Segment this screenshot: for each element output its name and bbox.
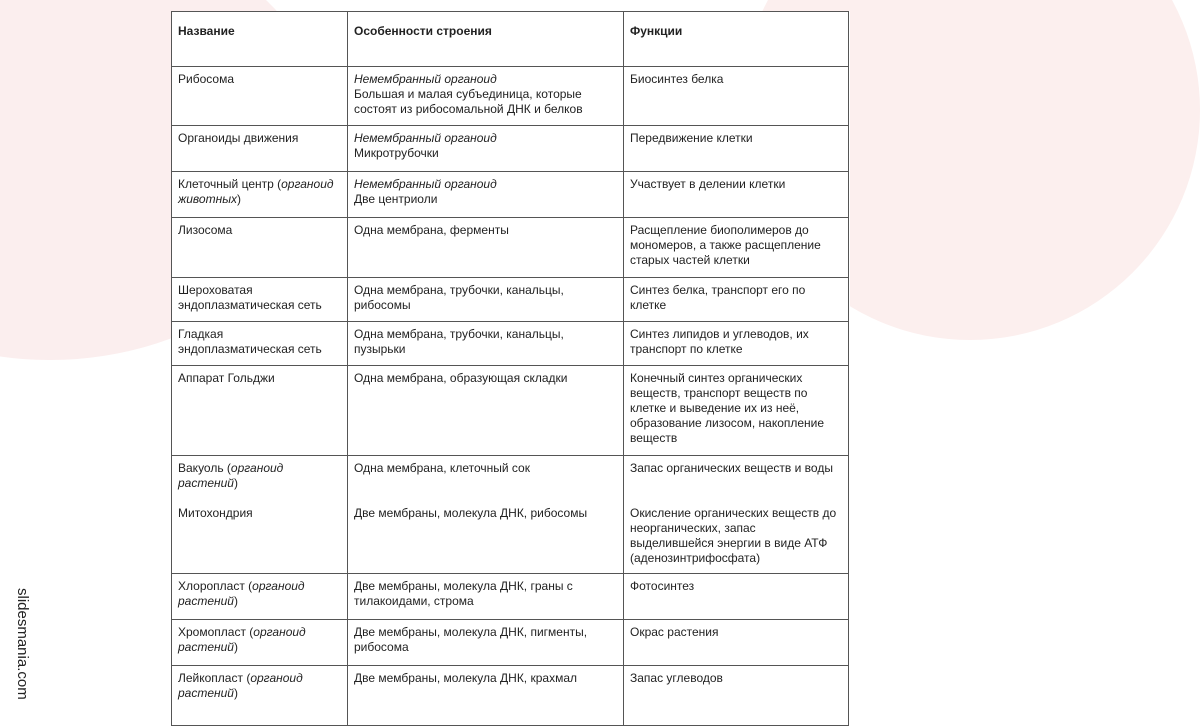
cell-text: Участвует в делении клетки bbox=[630, 177, 786, 191]
table-row bbox=[172, 574, 849, 620]
cell-text: Немембранный органоид bbox=[354, 131, 497, 145]
cell-text: органоид растений bbox=[178, 579, 305, 608]
cell-structure bbox=[348, 620, 624, 666]
cell-text: органоид растений bbox=[178, 461, 284, 490]
cell-text: Одна мембрана, трубочки, канальцы, рибосомы bbox=[354, 283, 564, 312]
cell-name bbox=[172, 67, 348, 126]
watermark-label: slidesmania.com bbox=[14, 588, 31, 700]
cell-text-group bbox=[178, 461, 341, 491]
cell-function bbox=[624, 278, 849, 322]
cell-name bbox=[172, 126, 348, 172]
cell-text: Передвижение клетки bbox=[630, 131, 753, 145]
watermark-svg bbox=[3, 588, 31, 700]
cell-function bbox=[624, 218, 849, 278]
cell-text: Органоиды движения bbox=[178, 131, 299, 145]
cell-name bbox=[172, 172, 348, 218]
header-structure: Особенности строения bbox=[348, 12, 624, 67]
table-row bbox=[172, 456, 849, 574]
cell-text: ) bbox=[233, 640, 238, 654]
watermark bbox=[3, 588, 31, 700]
cell-structure bbox=[348, 366, 624, 456]
cell-text: Конечный синтез органических веществ, транспорт веществ по клетке и выведение их из неё, образование лизосом, накопление веществ bbox=[630, 371, 825, 445]
cell-text: Митохондрия bbox=[178, 506, 253, 520]
cell-name bbox=[172, 322, 348, 366]
cell-text: Клеточный центр ( bbox=[178, 177, 282, 191]
cell-text: Аппарат Гольджи bbox=[178, 371, 275, 385]
cell-text: Запас углеводов bbox=[630, 671, 723, 685]
cell-text: органоид растений bbox=[178, 671, 303, 700]
cell-function bbox=[624, 67, 849, 126]
cell-structure bbox=[348, 574, 624, 620]
cell-text: Расщепление биополимеров до мономеров, а также расщепление старых частей клетки bbox=[630, 223, 821, 267]
cell-text: Биосинтез белка bbox=[630, 72, 724, 86]
cell-function bbox=[624, 366, 849, 456]
table-row bbox=[172, 67, 849, 126]
table-row bbox=[172, 278, 849, 322]
cell-function bbox=[624, 172, 849, 218]
cell-function bbox=[624, 574, 849, 620]
cell-text: органоид животных bbox=[178, 177, 334, 206]
cell-text: Немембранный органоид bbox=[354, 177, 497, 191]
cell-name bbox=[172, 574, 348, 620]
cell-structure bbox=[348, 456, 624, 574]
cell-text: Окрас растения bbox=[630, 625, 719, 639]
cell-text: Две мембраны, молекула ДНК, рибосомы bbox=[354, 506, 588, 520]
cell-text: Синтез белка, транспорт его по клетке bbox=[630, 283, 806, 312]
cell-structure bbox=[348, 126, 624, 172]
table-body bbox=[172, 67, 849, 726]
cell-text: Вакуоль ( bbox=[178, 461, 231, 475]
cell-text: Окисление органических веществ до неорганических, запас выделившейся энергии в виде АТФ (аденозинтрифосфата) bbox=[630, 506, 837, 565]
table-row bbox=[172, 666, 849, 726]
cell-text: Две центриоли bbox=[354, 192, 438, 206]
cell-text: Хромопласт ( bbox=[178, 625, 254, 639]
cell-structure bbox=[348, 67, 624, 126]
cell-text: Микротрубочки bbox=[354, 146, 439, 160]
cell-text: Хлоропласт ( bbox=[178, 579, 253, 593]
cell-name bbox=[172, 666, 348, 726]
cell-structure bbox=[348, 666, 624, 726]
cell-function bbox=[624, 322, 849, 366]
table-row bbox=[172, 172, 849, 218]
cell-text: Одна мембрана, трубочки, канальцы, пузырьки bbox=[354, 327, 564, 356]
cell-text: Немембранный органоид bbox=[354, 72, 497, 86]
cell-structure bbox=[348, 278, 624, 322]
cell-function bbox=[624, 456, 849, 574]
table-row bbox=[172, 126, 849, 172]
table-row bbox=[172, 366, 849, 456]
cell-text: Шероховатая эндоплазматическая сеть bbox=[178, 283, 322, 312]
cell-text: Запас органических веществ и воды bbox=[630, 461, 833, 475]
table-row bbox=[172, 218, 849, 278]
cell-text: Одна мембрана, образующая складки bbox=[354, 371, 568, 385]
cell-text: Одна мембрана, ферменты bbox=[354, 223, 509, 237]
cell-name bbox=[172, 366, 348, 456]
cell-text: Лизосома bbox=[178, 223, 233, 237]
cell-function bbox=[624, 126, 849, 172]
cell-text: Две мембраны, молекула ДНК, граны с тилакоидами, строма bbox=[354, 579, 573, 608]
cell-function bbox=[624, 666, 849, 726]
cell-name bbox=[172, 278, 348, 322]
cell-function bbox=[624, 620, 849, 666]
cell-structure bbox=[348, 218, 624, 278]
cell-text: органоид растений bbox=[178, 625, 306, 654]
cell-name bbox=[172, 456, 348, 574]
cell-name bbox=[172, 620, 348, 666]
cell-text: Лейкопласт ( bbox=[178, 671, 251, 685]
cell-text: Синтез липидов и углеводов, их транспорт по клетке bbox=[630, 327, 809, 356]
cell-text: ) bbox=[233, 594, 238, 608]
table-header-row bbox=[172, 12, 849, 67]
cell-text: Рибосома bbox=[178, 72, 234, 86]
header-function: Функции bbox=[624, 12, 849, 67]
organoids-table bbox=[171, 11, 849, 726]
cell-text: Большая и малая субъединица, которые состоят из рибосомальной ДНК и белков bbox=[354, 87, 583, 116]
table-row bbox=[172, 620, 849, 666]
cell-text: ) bbox=[237, 192, 242, 206]
header-name: Название bbox=[172, 12, 348, 67]
cell-name bbox=[172, 218, 348, 278]
cell-text: Фотосинтез bbox=[630, 579, 695, 593]
cell-structure bbox=[348, 322, 624, 366]
cell-text: Одна мембрана, клеточный сок bbox=[354, 461, 530, 475]
table-row bbox=[172, 322, 849, 366]
document-page bbox=[171, 11, 850, 720]
cell-text: Две мембраны, молекула ДНК, крахмал bbox=[354, 671, 577, 685]
cell-structure bbox=[348, 172, 624, 218]
cell-text: ) bbox=[233, 686, 238, 700]
cell-text: Две мембраны, молекула ДНК, пигменты, рибосома bbox=[354, 625, 588, 654]
cell-text: Гладкая эндоплазматическая сеть bbox=[178, 327, 322, 356]
cell-text: ) bbox=[233, 476, 238, 490]
